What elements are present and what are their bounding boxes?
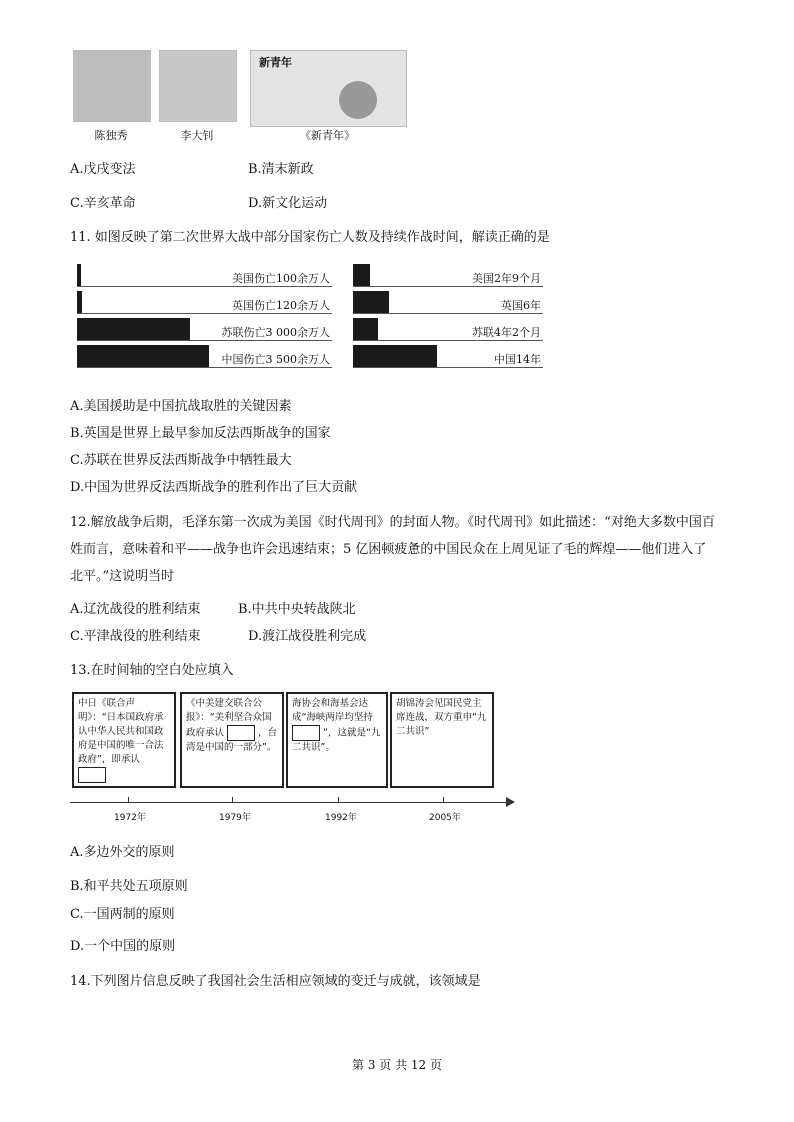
timeline-tick bbox=[128, 797, 129, 803]
page-footer: 第 3 页 共 12 页 bbox=[352, 1058, 442, 1072]
timeline-box-1992 bbox=[286, 692, 388, 788]
casualties-label-0: 美国伤亡100余万人 bbox=[232, 272, 330, 285]
q14-stem: 14.下列图片信息反映了我国社会生活相应领域的变迁与成就，该领域是 bbox=[70, 974, 481, 989]
q12-option-b[interactable]: B.中共中央转战陕北 bbox=[238, 602, 356, 617]
duration-row-line-1 bbox=[353, 313, 543, 314]
timeline-box-1979-post: ，台湾是中国的一部分”。 bbox=[186, 727, 278, 753]
q13-option-b[interactable]: B.和平共处五项原则 bbox=[70, 879, 188, 894]
timeline-arrow-icon bbox=[506, 797, 515, 807]
duration-bar-3 bbox=[353, 345, 437, 367]
casualties-row-line-0 bbox=[77, 286, 332, 287]
timeline-box-2005 bbox=[390, 692, 494, 788]
duration-row-line-3 bbox=[353, 367, 543, 368]
casualties-label-2: 苏联伤亡3 000余万人 bbox=[221, 326, 330, 339]
photo-chen-duxiu bbox=[73, 50, 151, 122]
casualties-bar-3 bbox=[77, 345, 209, 367]
casualties-row-line-1 bbox=[77, 313, 332, 314]
q12-line-2: 姓而言，意味着和平——战争也许会迅速结束；5 亿困顿疲惫的中国民众在上周见证了毛的辉煌——他们进入了 bbox=[70, 542, 707, 557]
q10-option-d[interactable]: D.新文化运动 bbox=[248, 196, 328, 211]
photo-li-dazhao bbox=[159, 50, 237, 122]
duration-label-1: 英国6年 bbox=[501, 299, 541, 312]
q13-stem: 13.在时间轴的空白处应填入 bbox=[70, 663, 234, 678]
timeline-box-1992-post: ”，这就是“九二共识”。 bbox=[292, 727, 381, 753]
duration-chart bbox=[353, 262, 543, 374]
timeline-tick bbox=[232, 797, 233, 803]
duration-row-line-2 bbox=[353, 340, 543, 341]
timeline-year-2005: 2005年 bbox=[429, 813, 461, 823]
timeline-box-2005-text: 胡锦涛会见国民党主席连战，双方重申“九二共识” bbox=[396, 698, 487, 737]
timeline-year-1972: 1972年 bbox=[114, 813, 146, 823]
timeline-blank-1[interactable] bbox=[78, 767, 106, 783]
casualties-row-line-2 bbox=[77, 340, 332, 341]
magazine-title: 新青年 bbox=[259, 56, 292, 69]
q10-option-c[interactable]: C.辛亥革命 bbox=[70, 196, 136, 211]
q11-stem: 11. 如图反映了第二次世界大战中部分国家伤亡人数及持续作战时间，解读正确的是 bbox=[70, 230, 550, 245]
timeline-year-1992: 1992年 bbox=[325, 813, 357, 823]
q12-option-d[interactable]: D.渡江战役胜利完成 bbox=[248, 629, 367, 644]
q10-option-b[interactable]: B.清末新政 bbox=[248, 162, 314, 177]
timeline-axis bbox=[70, 802, 510, 803]
q13-option-c[interactable]: C.一国两制的原则 bbox=[70, 907, 175, 922]
duration-bar-0 bbox=[353, 264, 370, 286]
timeline-tick bbox=[338, 797, 339, 803]
q11-option-d[interactable]: D.中国为世界反法西斯战争的胜利作出了巨大贡献 bbox=[70, 480, 358, 495]
q12-option-a[interactable]: A.辽沈战役的胜利结束 bbox=[70, 602, 201, 617]
casualties-label-1: 英国伤亡120余万人 bbox=[232, 299, 330, 312]
timeline-box-1972 bbox=[72, 692, 176, 788]
duration-bar-2 bbox=[353, 318, 378, 340]
q11-option-b[interactable]: B.英国是世界上最早参加反法西斯战争的国家 bbox=[70, 426, 331, 441]
q12-option-c[interactable]: C.平津战役的胜利结束 bbox=[70, 629, 201, 644]
casualties-bar-0 bbox=[77, 264, 81, 286]
photo-new-youth-magazine bbox=[250, 50, 407, 127]
duration-label-2: 苏联4年2个月 bbox=[472, 326, 541, 339]
timeline-blank-3[interactable] bbox=[292, 725, 320, 741]
casualties-bar-1 bbox=[77, 291, 82, 313]
q12-line-3: 北平。”这说明当时 bbox=[70, 569, 175, 584]
q11-option-a[interactable]: A.美国援助是中国抗战取胜的关键因素 bbox=[70, 399, 292, 414]
q11-option-c[interactable]: C.苏联在世界反法西斯战争中牺牲最大 bbox=[70, 453, 292, 468]
caption-new-youth: 《新青年》 bbox=[300, 129, 355, 142]
casualties-bar-2 bbox=[77, 318, 190, 340]
magazine-portrait bbox=[339, 81, 377, 119]
q13-option-d[interactable]: D.一个中国的原则 bbox=[70, 939, 176, 954]
caption-li-dazhao: 李大钊 bbox=[180, 129, 214, 142]
timeline-tick bbox=[443, 797, 444, 803]
timeline-box-1979 bbox=[180, 692, 284, 788]
duration-label-0: 美国2年9个月 bbox=[472, 272, 541, 285]
timeline-box-1972-text: 中日《联合声明》：“日本国政府承认中华人民共和国政府是中国的唯一合法政府”，即承认 bbox=[78, 698, 164, 765]
casualties-label-3: 中国伤亡3 500余万人 bbox=[221, 353, 330, 366]
duration-bar-1 bbox=[353, 291, 389, 313]
q10-option-a[interactable]: A.戊戌变法 bbox=[70, 162, 136, 177]
casualties-row-line-3 bbox=[77, 367, 332, 368]
duration-row-line-0 bbox=[353, 286, 543, 287]
caption-chen-duxiu: 陈独秀 bbox=[94, 129, 128, 142]
q13-option-a[interactable]: A.多边外交的原则 bbox=[70, 845, 175, 860]
timeline-box-1992-pre: 海协会和海基会达成“海峡两岸均坚持 bbox=[292, 698, 373, 723]
duration-label-3: 中国14年 bbox=[494, 353, 541, 366]
casualties-chart bbox=[77, 262, 332, 374]
timeline-year-1979: 1979年 bbox=[219, 813, 251, 823]
timeline-blank-2[interactable] bbox=[227, 725, 255, 741]
q12-line-1: 12.解放战争后期，毛泽东第一次成为美国《时代周刊》的封面人物。《时代周刊》如此描述：“对绝大多数中国百 bbox=[70, 515, 715, 530]
timeline-box-1979-pre: 《中美建交联合公报》：“美利坚合众国政府承认 bbox=[186, 698, 272, 739]
